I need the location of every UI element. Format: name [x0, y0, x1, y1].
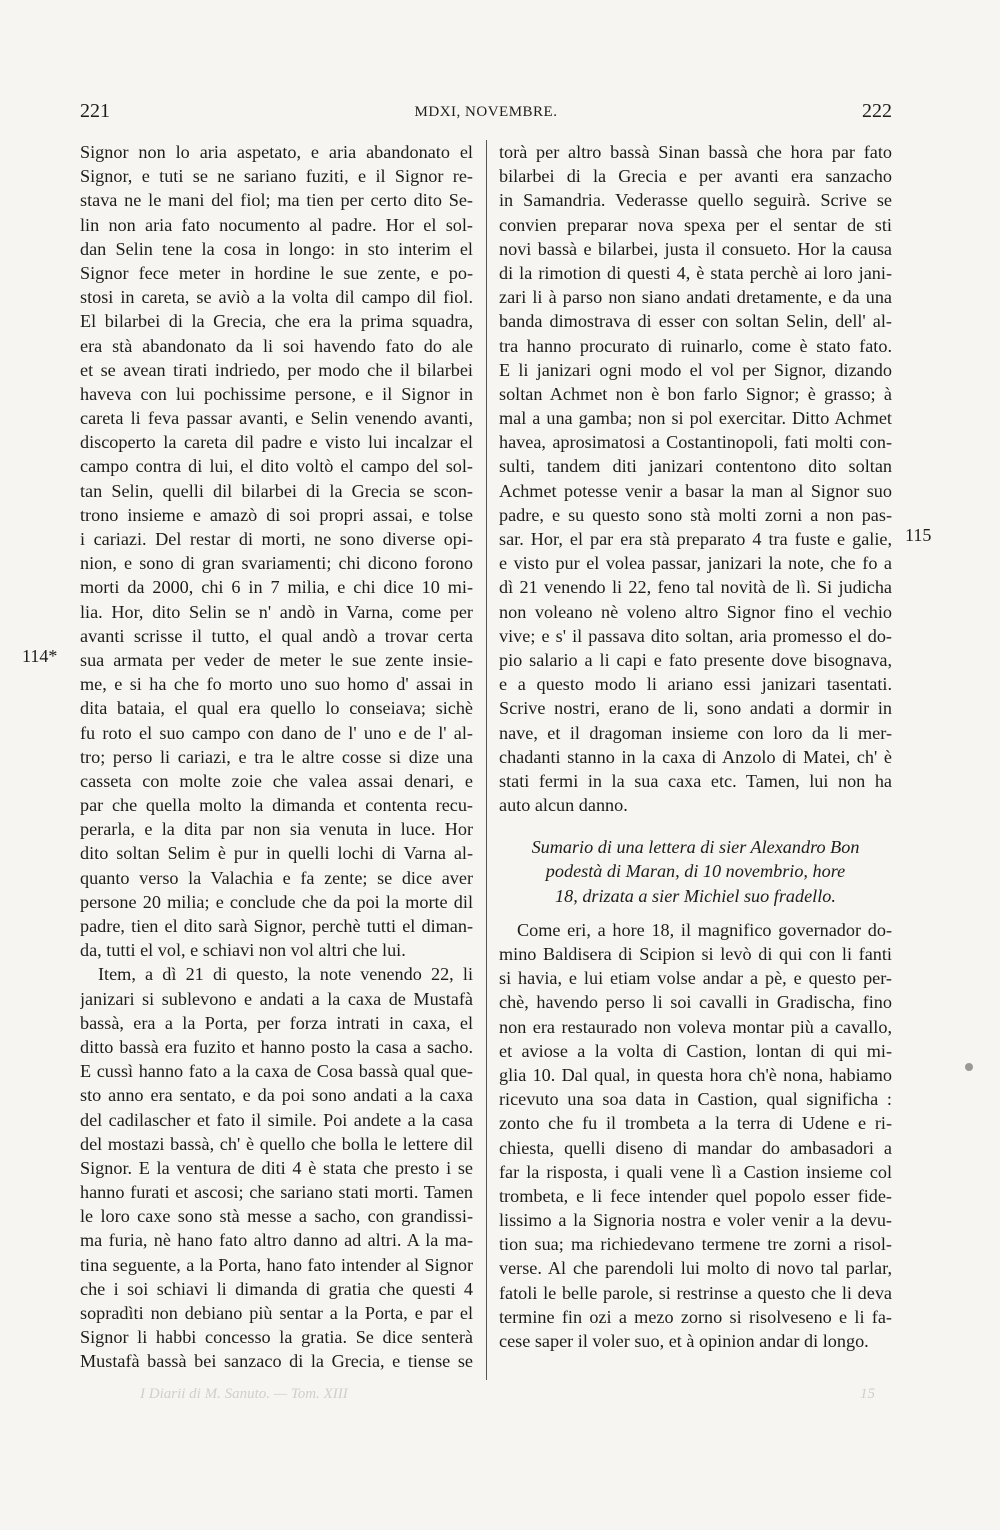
text-line: vive; e s' il passava dito soltan, aria promesso el do- [499, 625, 892, 646]
text-line: et se avean tirati indriedo, per modo che il bilarbei [80, 359, 473, 380]
text-line: E cussì hanno fato a la caxa de Cosa bassà qual que- [80, 1061, 473, 1082]
text-line: Signor. E la ventura de diti 4 è stata che presto i se [80, 1157, 473, 1178]
spacer [499, 817, 892, 835]
text-line: Signor non lo aria aspetato, e aria abandonato el [80, 142, 473, 162]
text-line: El bilarbei di la Grecia, che era la prima squadra, [80, 311, 473, 332]
text-line: E li janizari ogni modo el vol per Signor, dizando [499, 359, 892, 380]
left-page-number: 221 [80, 100, 110, 122]
right-column [499, 140, 892, 1353]
text-line: perarla, e la dita par non sia venuta in luce. Hor [80, 819, 473, 840]
text-line: lissimo a la Signoria nostra e voler venir a la devu- [499, 1210, 892, 1231]
text-line: auto alcun danno. [499, 795, 628, 816]
text-line: Scrive nostri, erano de li, sono andati a dormir in [499, 698, 892, 719]
text-line: par che quella molto la dimanda et contenta recu- [80, 795, 473, 816]
text-line: tra hanno procurato di ruinarlo, come è stato fato. [499, 335, 892, 356]
text-line: sua armata per veder de meter le sue zente insie- [80, 649, 473, 670]
text-line: tina seguente, a la Porta, hano fato intender al Signor [80, 1254, 473, 1275]
text-line: stava ne le mani del fiol; ma tien per certo dito Se- [80, 190, 473, 211]
text-line: sto anno era sentato, e da poi sono andati a la caxa [80, 1085, 473, 1106]
text-line: Signor fece meter in hordine le sue zente, e po- [80, 262, 473, 283]
text-line: cese saper il voler suo, et à opinion andar di longo. [499, 1331, 869, 1351]
text-line: nion, e sono di gran svariamenti; chi dicono forono [80, 553, 473, 574]
text-line: stosi in careta, se aviò a la volta dil campo dil fiol. [80, 287, 473, 308]
text-line: me, e si ha che fo morto uno suo homo d' assai in [80, 674, 473, 695]
left-column [80, 140, 473, 1374]
ink-spot [965, 1063, 973, 1071]
text-line: sopradìti non debiano più sentar a la Porta, e par el [80, 1303, 473, 1323]
text-line: ma furia, nè hano fato altro danno ad altri. A la ma- [80, 1230, 473, 1251]
text-line: Signor, e tuti se ne sariano fuziti, e il Signor re- [80, 166, 473, 187]
text-line: padre, tien el dito sarà Signor, perchè tutti el diman- [80, 916, 473, 936]
text-line: glia 10. Dal qual, in questa hora ch'è nona, habiamo [499, 1064, 892, 1085]
text-line: di la rimotion di questi 4, è stata perchè ai loro jani- [499, 262, 892, 283]
text-line: banda dimostrava di esser con soltan Selin, dell' al- [499, 311, 892, 332]
text-line: non era restaurado non voleva montar più a cavallo, [499, 1016, 892, 1037]
text-line: termine fin ozi a mezo zorno si risolveseno e li fa- [499, 1306, 892, 1327]
text-line: le loro caxe sono stà messe a sacho, con grandissi- [80, 1206, 473, 1227]
text-line: bilarbei di la Grecia e per avanti era sanzacho [499, 166, 892, 187]
text-line: quanto verso la Valachia e fa zente; se dice aver [80, 867, 473, 888]
text-line: fu roto el suo campo con dano de l' uno e de l' al- [80, 722, 473, 743]
text-line: zari li à parso non siano andati dretamente, e da una [499, 287, 892, 308]
text-line: i cariazi. Del restar di morti, ne sono diverse opi- [80, 529, 473, 549]
text-line: hanno furati et ascosi; che sariano stati morti. Tamen [80, 1182, 473, 1203]
bleed-through-footer: I Diarii di M. Sanuto. — Tom. XIII [140, 1386, 348, 1402]
text-line: era stà abandonato da li soi havendo fato do ale [80, 335, 473, 356]
text-line: del mostazi bassà, ch' è quello che bolla le lettere dil [80, 1133, 473, 1154]
text-line: padre, e su questo sono stà molti zorni a non pas- [499, 504, 892, 525]
text-line: lin non aria fato nocumento al padre. Hor el sol- [80, 214, 473, 235]
text-line: fatoli le belle parole, si restrinse a questo che li deva [499, 1282, 892, 1303]
margin-note-left: 114* [22, 646, 58, 666]
text-line: in Samandria. Vederasse quello seguirà. Scrive se [499, 190, 892, 211]
text-line: far la risposta, i quali vene lì a Castion insieme col [499, 1161, 892, 1182]
text-line: e a questo modo li ariano essi janizari tasentati. [499, 674, 892, 695]
text-line: tro; perso li cariazi, e tra le altre cosse si dize una [80, 746, 473, 767]
text-line: del cadilascher et fato il simile. Poi andete a la casa [80, 1109, 473, 1130]
text-line: e visto pur el volea passar, janizari la note, che fo a [499, 553, 892, 574]
right-page-number: 222 [862, 100, 892, 122]
text-line: discoperto la careta dil padre e visto lui incalzar el [80, 432, 473, 453]
summary-heading-line: podestà di Maran, di 10 novembrio, hore [545, 861, 846, 882]
text-line: non voleano nè voleno altro Signor fino el vechio [499, 601, 892, 622]
text-line: dì 21 venendo li 22, feno tal novità de lì. Si judicha [499, 577, 892, 598]
text-line: chadanti stanno in la caxa di Anzolo di Matei, ch' è [499, 746, 892, 767]
text-line: trono insieme e amazò di soi propri assai, e tolse [80, 504, 473, 525]
text-line: chiesta, quelli diseno di mandar do ambasadori a [499, 1137, 892, 1158]
text-line: sulti, tandem diti janizari contentono dito soltan [499, 456, 892, 477]
text-line: Item, a dì 21 di questo, la note venendo 22, li [98, 964, 473, 985]
text-line: soltan Achmet non è bon farlo Signor; è grasso; à [499, 383, 892, 404]
text-line: lia. Hor, dito Selin se n' andò in Varna, come per [80, 601, 473, 622]
text-line: dita bataia, el qual era quello lo conseiava; sichè [80, 698, 473, 719]
summary-heading-line: 18, drizata a sier Michiel suo fradello. [555, 885, 836, 906]
text-line: si havia, e lui etiam volse andar a pè, e questo per- [499, 968, 892, 989]
page-header [80, 100, 892, 130]
text-line: Achmet potesse venir a basar la man al Signor suo [499, 480, 892, 501]
text-line: convien preparar nova spexa per el sentar de sti [499, 214, 892, 235]
text-line: tan Selin, quelli dil bilarbei di la Grecia se scon- [80, 480, 473, 501]
text-line: trombeta, e li fece intender quel popolo esser fide- [499, 1185, 892, 1206]
text-line: dito soltan Selim è pur in quelli lochi di Varna al- [80, 843, 473, 864]
column-divider [486, 140, 487, 1380]
text-line: dan Selin tene la cosa in longo: in sto interim el [80, 238, 473, 259]
text-line: careta li feva passar avanti, e Selin venendo avanti, [80, 408, 473, 429]
text-line: verse. Al che parendoli lui molto di novo tal parlar, [499, 1258, 892, 1279]
text-line: nave, et il dragoman insieme con loro da li mer- [499, 722, 892, 743]
text-line: mino Baldisera di Scipion si levò di qui con li fanti [499, 944, 892, 964]
text-line: ricevuto una soa data in Castion, qual significha : [499, 1089, 892, 1110]
text-line: che i soi schiavi li dimanda di gratia che questi 4 [80, 1278, 473, 1299]
text-line: torà per altro bassà Sinan bassà che hora par fato [499, 142, 892, 162]
text-line: Come eri, a hore 18, il magnifico governador do- [517, 919, 892, 940]
text-line: mal a una gamba; non si pol exercitar. Ditto Achmet [499, 408, 892, 429]
margin-note-right: 115 [905, 525, 932, 545]
text-line: campo contra di lui, el dito voltò el campo del sol- [80, 456, 473, 477]
text-line: et aviose a la volta di Castion, lontan di qui mi- [499, 1040, 892, 1061]
text-line: bassà, era a la Porta, per forza intrati in caxa, el [80, 1012, 473, 1033]
text-line: persone 20 milia; e conclude che da poi la morte dil [80, 891, 473, 912]
text-line: pio salario a li capi e fato presente dove bisognava, [499, 649, 892, 670]
text-line: Signor li habbi concesso la gratia. Se dice senterà [80, 1327, 473, 1348]
text-line: janizari si sublevono e andati a la caxa de Mustafà [80, 988, 473, 1009]
text-line: zonto che fu il trombeta a la terra di Udene e ri- [499, 1113, 892, 1134]
summary-heading-line: Sumario di una lettera di sier Alexandro Bon [531, 837, 860, 858]
text-line: novi bassà e bilarbei, justa il consueto. Hor la causa [499, 238, 892, 259]
bleed-through-number: 15 [860, 1386, 875, 1402]
text-line: casseta con molte zoie che valea assai denari, e [80, 770, 473, 791]
text-line: havea, aprosimatosi a Costantinopoli, fati molti con- [499, 432, 892, 453]
text-line: da, tutti el vol, e schiavi non vol altri che lui. [80, 940, 406, 961]
text-line: morti da 2000, chi 6 in 7 milia, e chi dice 10 mi- [80, 577, 473, 598]
text-line: Mustafà bassà bei sanzaco di la Grecia, e tiense se [80, 1351, 473, 1372]
text-line: stati fermi in la sua caxa etc. Tamen, lui non ha [499, 770, 892, 791]
running-title: MDXI, NOVEMBRE. [414, 104, 558, 120]
text-line: ditto bassà era fuzito et hanno posto la casa a sacho. [80, 1036, 473, 1057]
text-line: avanti scrisse il tutto, el qual andò a trovar certa [80, 625, 473, 646]
text-line: tion sua; ma richiedevano termene tre zorni a risol- [499, 1234, 892, 1255]
spacer [499, 908, 892, 918]
text-line: haveva con lui pochissime persone, e il Signor in [80, 383, 473, 404]
text-line: chè, havendo perso li soi cavalli in Gradischa, fino [499, 992, 892, 1013]
text-line: sar. Hor, el par era stà preparato 4 tra fuste e galie, [499, 529, 892, 549]
